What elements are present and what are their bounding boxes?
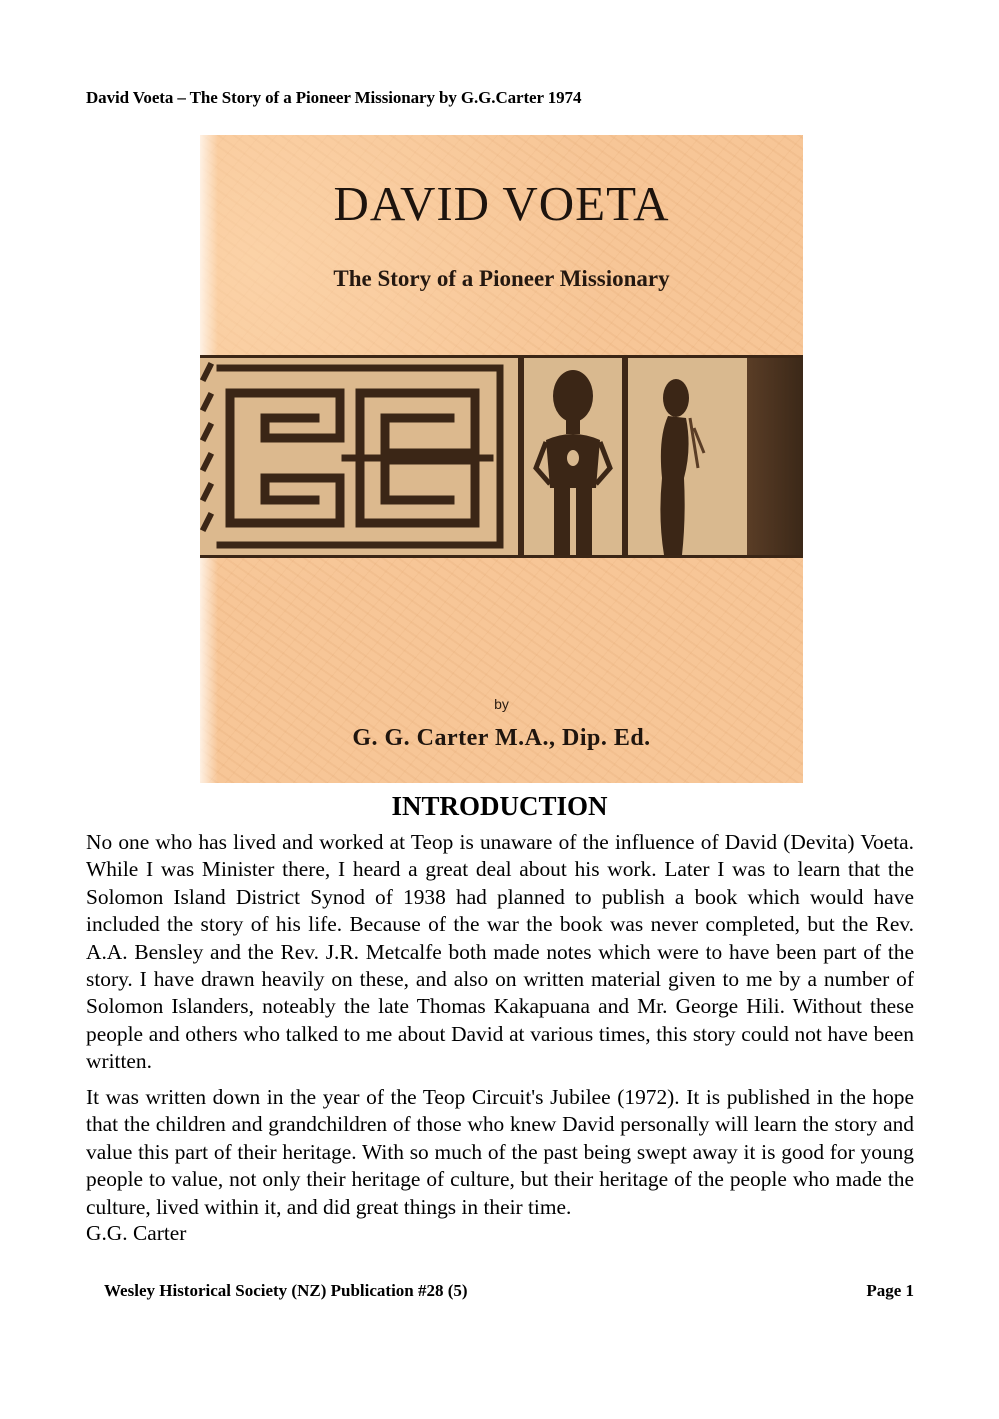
intro-paragraph-1: No one who has lived and worked at Teop is unaware of the influence of David (Devita) Voeta. While I was Minister there, I heard a great deal about his work. Later I was to learn that the Solomon Island District Synod of 1938 had planned to publish a book which would have included the story of his life. Because of the war the book was never completed, but the Rev. A.A. Bensley and the Rev. J.R. Metcalfe both made notes which were to have been part of the story. I have drawn heavily on these, and also on written material given to me by a number of Solomon Islanders, noteably the late Thomas Kakapuana and Mr. George Hili. Without these people and others who talked to me about David at various times, this story could not have been written. bbox=[86, 830, 914, 1074]
meander-pattern-icon bbox=[200, 358, 518, 555]
book-cover-image bbox=[200, 135, 803, 783]
intro-paragraph-2: It was written down in the year of the Teop Circuit's Jubilee (1972). It is published in the hope that the children and grandchildren of those who knew David personally will learn the story and value this part of their heritage. With so much of the past being swept away it is good for young people to value, not only their heritage of culture, but their heritage of the people who made the culture, lived within it, and did great things in their time. bbox=[86, 1085, 914, 1219]
carved-figure-side-icon bbox=[628, 358, 747, 555]
band-dark-edge bbox=[747, 358, 803, 555]
cover-title: DAVID VOETA bbox=[333, 176, 670, 231]
cover-by-label: by bbox=[494, 696, 509, 712]
cover-decorative-band bbox=[200, 355, 803, 558]
carved-figure-front-icon bbox=[524, 358, 622, 555]
section-heading-introduction: INTRODUCTION bbox=[391, 791, 608, 821]
running-header: David Voeta – The Story of a Pioneer Missionary by G.G.Carter 1974 bbox=[86, 88, 582, 107]
cover-author: G. G. Carter M.A., Dip. Ed. bbox=[352, 725, 651, 751]
figure-panel-side bbox=[628, 358, 747, 555]
author-signature: G.G. Carter bbox=[86, 1221, 187, 1245]
figure-panel-front bbox=[524, 358, 622, 555]
footer-publication: Wesley Historical Society (NZ) Publication #28 (5) bbox=[104, 1281, 468, 1300]
footer-page-number: Page 1 bbox=[866, 1281, 914, 1300]
cover-subtitle: The Story of a Pioneer Missionary bbox=[333, 266, 670, 291]
